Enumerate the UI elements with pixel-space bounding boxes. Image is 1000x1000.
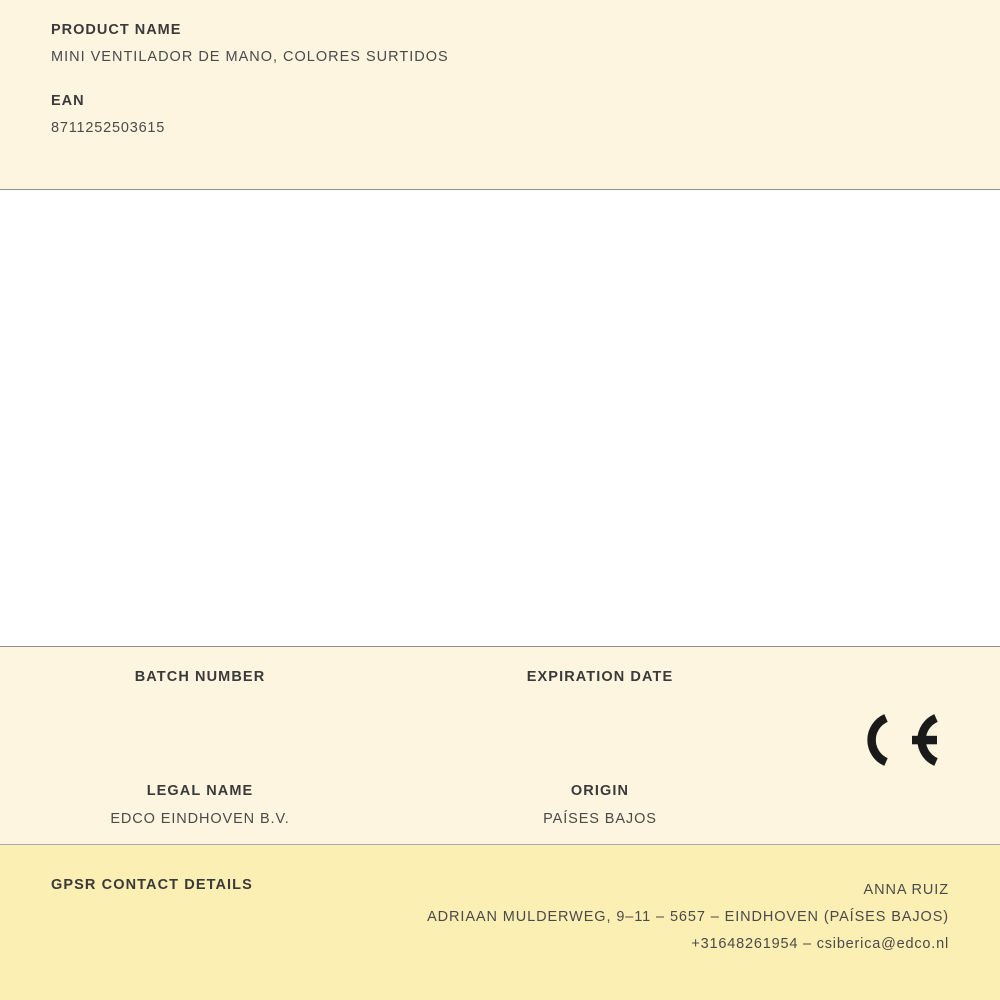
batch-number-cell [0,669,400,715]
batch-number-label: BATCH NUMBER [134,669,266,685]
legal-name-value: EDCO EINDHOVEN B.V. [110,811,290,827]
ean-value: 8711252503615 [51,120,166,136]
origin-label: ORIGIN [570,783,630,799]
ce-marking-icon [850,709,945,771]
contact-name: ANNA RUIZ [863,882,949,898]
product-name-label: PRODUCT NAME [51,22,182,38]
gpsr-contact-section [0,845,1000,1000]
header-section [0,0,1000,190]
ean-field [0,93,1000,136]
details-row-batch [0,669,800,715]
legal-name-cell [0,783,400,829]
expiration-date-value [410,697,790,715]
details-row-legal [0,783,800,829]
origin-value: PAÍSES BAJOS [543,811,657,827]
product-name-value: MINI VENTILADOR DE MANO, COLORES SURTIDOS [51,49,449,65]
origin-cell [400,783,800,829]
batch-number-value [10,697,390,715]
contact-address: ADRIAAN MULDERWEG, 9–11 – 5657 – EINDHOVEN (PAÍSES BAJOS) [427,909,949,925]
legal-name-label: LEGAL NAME [146,783,254,799]
expiration-date-label: EXPIRATION DATE [526,669,674,685]
ean-label: EAN [51,93,85,109]
details-section [0,647,1000,845]
expiration-date-cell [400,669,800,715]
product-image-area [0,190,1000,647]
gpsr-contact-label: GPSR CONTACT DETAILS [51,877,253,893]
product-name-field [0,22,1000,65]
contact-phone-email: +31648261954 – csiberica@edco.nl [691,936,949,952]
